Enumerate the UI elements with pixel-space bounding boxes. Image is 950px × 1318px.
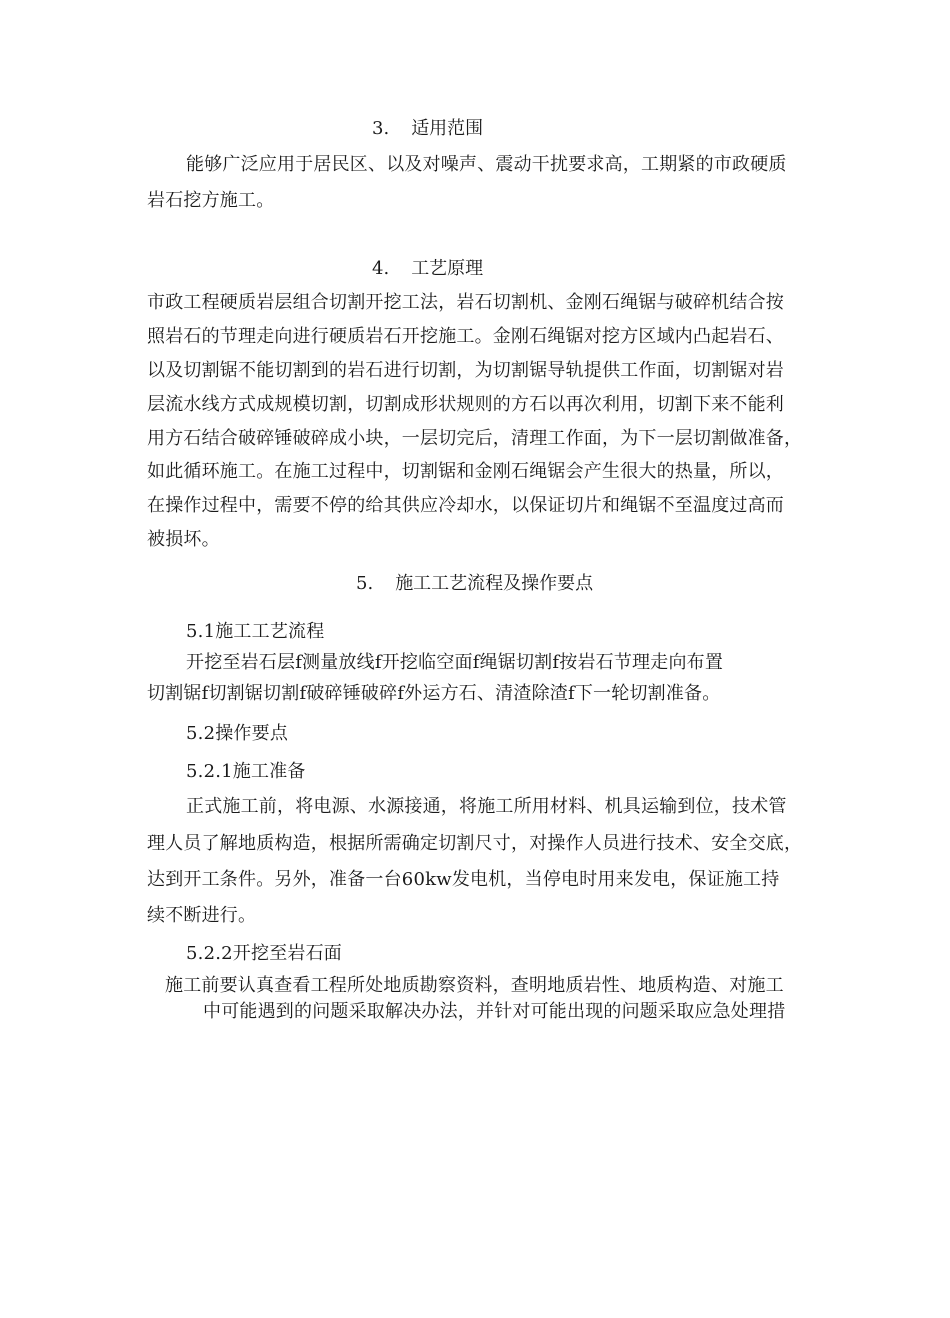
section-3-heading — [372, 117, 483, 141]
section-4-line-2: 照岩石的节理走向进行硬质岩石开挖施工。金刚石绳锯对挖方区域内凸起岩石、 — [147, 326, 784, 347]
section-4-line-8: 被损坏。 — [147, 529, 220, 550]
section-5-heading — [356, 572, 593, 596]
subsection-5-2-1-title: 5.2.1施工准备 — [186, 761, 306, 782]
section-3-line-1: 能够广泛应用于居民区、以及对噪声、震动干扰要求高，工期紧的市政硬质 — [186, 154, 787, 175]
section-4-number: 4. — [372, 258, 390, 279]
subsection-5-2-2-title: 5.2.2开挖至岩石面 — [186, 943, 342, 964]
section-3-title: 适用范围 — [411, 118, 484, 139]
subsection-5-2-2-line-1: 施工前要认真查看工程所处地质勘察资料，查明地质岩性、地质构造、对施工 — [165, 975, 784, 996]
section-4-heading — [372, 257, 483, 281]
section-3-line-2: 岩石挖方施工。 — [147, 190, 275, 211]
subsection-5-2-1-line-3: 达到开工条件。另外，准备一台60kw发电机，当停电时用来发电，保证施工持 — [147, 869, 780, 890]
subsection-5-1-line-2: 切割锯f切割锯切割f破碎锤破碎f外运方石、清渣除渣f下一轮切割准备。 — [147, 683, 721, 704]
section-4-line-1: 市政工程硬质岩层组合切割开挖工法，岩石切割机、金刚石绳锯与破碎机结合按 — [147, 292, 784, 313]
section-4-line-4: 层流水线方式成规模切割，切割成形状规则的方石以再次利用，切割下来不能利 — [147, 394, 784, 415]
subsection-5-2-1-line-4: 续不断进行。 — [147, 905, 257, 926]
section-4-line-5: 用方石结合破碎锤破碎成小块，一层切完后，清理工作面，为下一层切割做准备， — [147, 428, 803, 449]
section-3-number: 3. — [372, 118, 390, 139]
subsection-5-1-title: 5.1施工工艺流程 — [186, 621, 325, 642]
section-4-title: 工艺原理 — [411, 258, 484, 279]
subsection-5-1-line-1: 开挖至岩石层f测量放线f开挖临空面f绳锯切割f按岩石节理走向布置 — [186, 652, 724, 673]
section-4-line-6: 如此循环施工。在施工过程中，切割锯和金刚石绳锯会产生很大的热量，所以， — [147, 461, 784, 482]
section-4-line-7: 在操作过程中，需要不停的给其供应冷却水，以保证切片和绳锯不至温度过高而 — [147, 495, 784, 516]
subsection-5-2-1-line-2: 理人员了解地质构造，根据所需确定切割尺寸，对操作人员进行技术、安全交底， — [147, 833, 803, 854]
subsection-5-2-2-line-2: 中可能遇到的问题采取解决办法，并针对可能出现的问题采取应急处理措 — [203, 1001, 786, 1022]
section-4-line-3: 以及切割锯不能切割到的岩石进行切割，为切割锯导轨提供工作面，切割锯对岩 — [147, 360, 784, 381]
section-5-number: 5. — [356, 573, 374, 594]
section-5-title: 施工工艺流程及操作要点 — [395, 573, 594, 594]
subsection-5-2-1-line-1: 正式施工前，将电源、水源接通，将施工所用材料、机具运输到位，技术管 — [186, 796, 787, 817]
subsection-5-2-title: 5.2操作要点 — [186, 723, 289, 744]
